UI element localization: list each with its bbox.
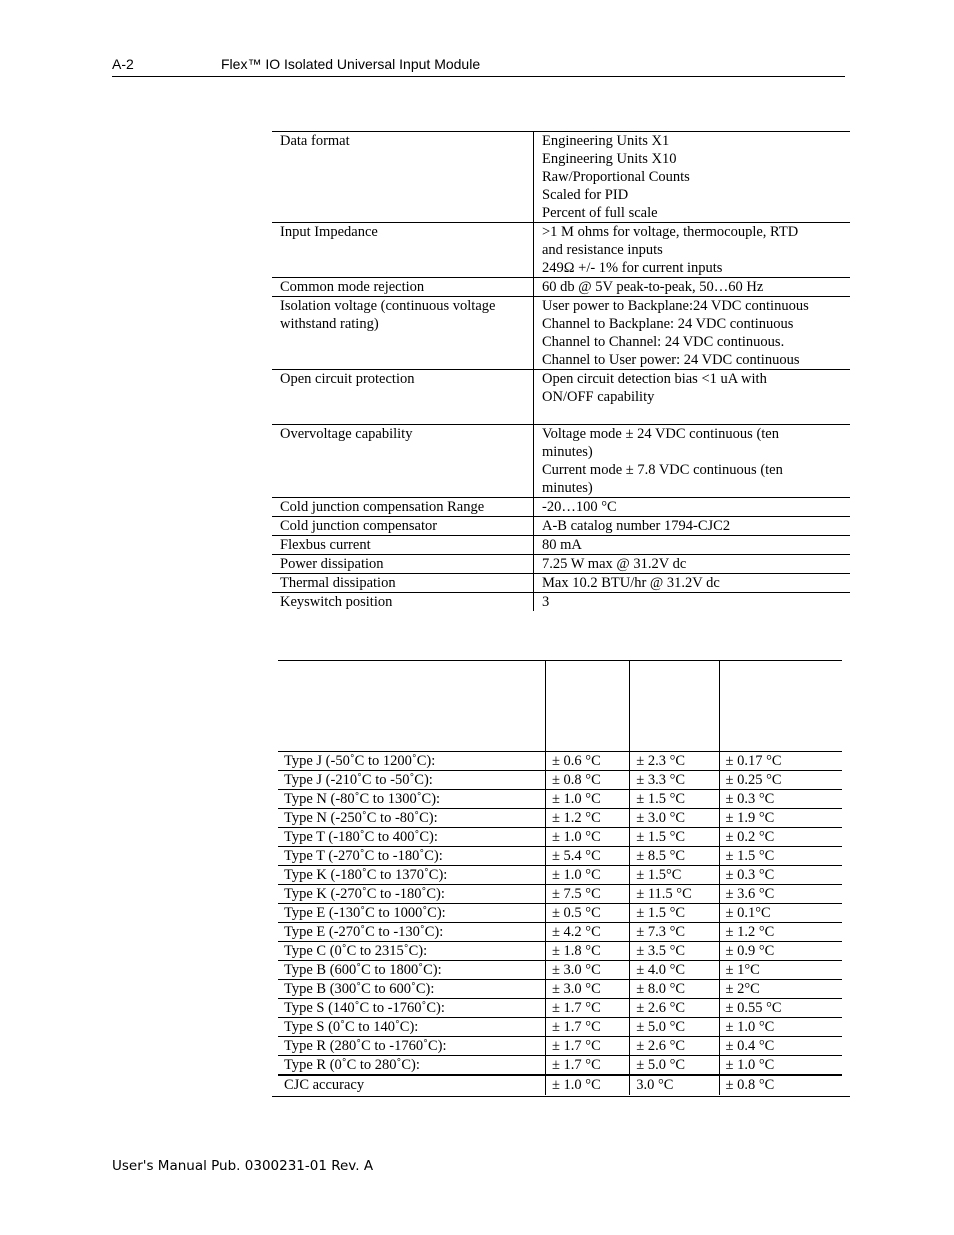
accuracy-row	[278, 942, 842, 961]
accuracy-value: ± 1.5°C	[630, 866, 719, 885]
accuracy-value: ± 8.5 °C	[630, 847, 719, 866]
accuracy-value: ± 1°C	[719, 961, 842, 980]
accuracy-row	[278, 866, 842, 885]
spec-label	[272, 555, 534, 574]
accuracy-value: ± 11.5 °C	[630, 885, 719, 904]
spec-value-line: 249Ω +/- 1% for current inputs	[542, 260, 723, 276]
spec-value-line: Channel to Channel: 24 VDC continuous.	[542, 334, 785, 350]
thermocouple-type: Type B (300˚C to 600˚C):	[284, 981, 435, 997]
thermocouple-type: CJC accuracy	[284, 1077, 365, 1093]
spec-label-line: Flexbus current	[280, 537, 371, 553]
spec-value-line: minutes)	[542, 444, 593, 460]
thermocouple-type: Type S (140˚C to -1760˚C):	[284, 1000, 445, 1016]
spec-label	[272, 278, 534, 297]
accuracy-value: ± 0.2 °C	[719, 828, 842, 847]
accuracy-row	[278, 980, 842, 999]
spec-label	[272, 574, 534, 593]
accuracy-value: ± 3.5 °C	[630, 942, 719, 961]
spec-label-line: Input Impedance	[280, 224, 378, 240]
accuracy-row	[278, 999, 842, 1018]
accuracy-row	[278, 923, 842, 942]
accuracy-value: ± 0.1°C	[719, 904, 842, 923]
thermocouple-type: Type T (-180˚C to 400˚C):	[284, 829, 438, 845]
accuracy-value: ± 5.4 °C	[545, 847, 629, 866]
spec-row	[272, 517, 850, 536]
spec-value-line: 60 db @ 5V peak-to-peak, 50…60 Hz	[542, 279, 764, 295]
spec-row	[272, 574, 850, 593]
spec-label	[272, 370, 534, 425]
spec-value	[534, 498, 851, 517]
spec-value-line: Percent of full scale	[542, 205, 658, 221]
accuracy-value: ± 1.7 °C	[545, 999, 629, 1018]
spec-value-line: minutes)	[542, 480, 593, 496]
thermocouple-type: Type E (-270˚C to -130˚C):	[284, 924, 444, 940]
spec-value-line: Voltage mode ± 24 VDC continuous (ten	[542, 426, 779, 442]
accuracy-value: ± 1.7 °C	[545, 1037, 629, 1056]
accuracy-value: ± 1.0 °C	[719, 1056, 842, 1076]
thermocouple-type: Type R (0˚C to 280˚C):	[284, 1057, 420, 1073]
spec-label-line: Common mode rejection	[280, 279, 425, 295]
accuracy-header-cell	[545, 661, 629, 752]
accuracy-row	[278, 1018, 842, 1037]
thermocouple-type: Type R (280˚C to -1760˚C):	[284, 1038, 447, 1054]
spec-value-line	[542, 406, 842, 424]
spec-label	[272, 593, 534, 612]
spec-value-line: ON/OFF capability	[542, 389, 655, 405]
spec-value-line: Max 10.2 BTU/hr @ 31.2V dc	[542, 575, 720, 591]
accuracy-value: ± 0.17 °C	[719, 752, 842, 771]
spec-label	[272, 132, 534, 223]
cjc-accuracy-row	[278, 1075, 842, 1095]
accuracy-value: ± 1.0 °C	[545, 1075, 629, 1095]
accuracy-value: ± 1.5 °C	[630, 790, 719, 809]
accuracy-value: ± 0.25 °C	[719, 771, 842, 790]
spec-label-line: Cold junction compensation Range	[280, 499, 485, 515]
accuracy-value: ± 4.2 °C	[545, 923, 629, 942]
spec-value-line: Engineering Units X1	[542, 133, 670, 149]
spec-row	[272, 555, 850, 574]
accuracy-value: ± 0.9 °C	[719, 942, 842, 961]
thermocouple-accuracy-table	[278, 660, 842, 1095]
spec-label	[272, 498, 534, 517]
spec-row	[272, 425, 850, 498]
spec-value-line: 7.25 W max @ 31.2V dc	[542, 556, 687, 572]
spec-row	[272, 593, 850, 612]
spec-label	[272, 425, 534, 498]
accuracy-header-row	[278, 661, 842, 752]
spec-value-line: Channel to Backplane: 24 VDC continuous	[542, 316, 794, 332]
spec-row	[272, 536, 850, 555]
spec-value	[534, 297, 851, 370]
spec-value	[534, 574, 851, 593]
spec-value-line: 80 mA	[542, 537, 582, 553]
spec-row	[272, 278, 850, 297]
spec-value-line: 3	[542, 594, 550, 610]
thermocouple-type: Type T (-270˚C to -180˚C):	[284, 848, 443, 864]
spec-value-line: and resistance inputs	[542, 242, 663, 258]
spec-row	[272, 498, 850, 517]
accuracy-value: ± 3.3 °C	[630, 771, 719, 790]
accuracy-row	[278, 885, 842, 904]
accuracy-value: ± 1.9 °C	[719, 809, 842, 828]
accuracy-value: ± 1.2 °C	[545, 809, 629, 828]
spec-row	[272, 297, 850, 370]
specifications-table	[272, 131, 850, 611]
spec-label-line: Data format	[280, 133, 350, 149]
spec-label-line: Power dissipation	[280, 556, 384, 572]
page-header	[112, 56, 845, 77]
spec-value-line: Channel to User power: 24 VDC continuous	[542, 352, 800, 368]
accuracy-row	[278, 961, 842, 980]
spec-label-line: Keyswitch position	[280, 594, 393, 610]
spec-value	[534, 517, 851, 536]
accuracy-row	[278, 771, 842, 790]
accuracy-value: ± 3.6 °C	[719, 885, 842, 904]
spec-row	[272, 132, 850, 223]
spec-value	[534, 370, 851, 425]
spec-value-line: Raw/Proportional Counts	[542, 169, 690, 185]
spec-value-line: Open circuit detection bias <1 uA with	[542, 371, 767, 387]
accuracy-value: ± 3.0 °C	[545, 980, 629, 999]
spec-label-line: withstand rating)	[280, 316, 379, 332]
thermocouple-type: Type E (-130˚C to 1000˚C):	[284, 905, 446, 921]
accuracy-value: ± 7.3 °C	[630, 923, 719, 942]
accuracy-value: ± 1.0 °C	[545, 866, 629, 885]
thermocouple-type: Type N (-250˚C to -80˚C):	[284, 810, 438, 826]
accuracy-value: ± 0.55 °C	[719, 999, 842, 1018]
accuracy-value: ± 0.8 °C	[545, 771, 629, 790]
accuracy-value: ± 1.7 °C	[545, 1018, 629, 1037]
accuracy-value: ± 0.8 °C	[719, 1075, 842, 1095]
spec-value-line: Engineering Units X10	[542, 151, 677, 167]
spec-value-line: User power to Backplane:24 VDC continuous	[542, 298, 809, 314]
accuracy-value: ± 2.6 °C	[630, 999, 719, 1018]
thermocouple-type: Type J (-210˚C to -50˚C):	[284, 772, 433, 788]
accuracy-value: ± 0.3 °C	[719, 866, 842, 885]
spec-label-line: Isolation voltage (continuous voltage	[280, 298, 496, 314]
accuracy-row	[278, 1037, 842, 1056]
accuracy-value: ± 1.5 °C	[630, 904, 719, 923]
accuracy-row	[278, 752, 842, 771]
accuracy-value: ± 7.5 °C	[545, 885, 629, 904]
spec-value	[534, 278, 851, 297]
accuracy-value: 3.0 °C	[630, 1075, 719, 1095]
accuracy-value: ± 0.5 °C	[545, 904, 629, 923]
accuracy-header-cell	[719, 661, 842, 752]
spec-row	[272, 223, 850, 278]
accuracy-value: ± 1.0 °C	[545, 828, 629, 847]
spec-label	[272, 223, 534, 278]
accuracy-value: ± 1.7 °C	[545, 1056, 629, 1076]
spec-value-line: -20…100 °C	[542, 499, 617, 515]
spec-value	[534, 425, 851, 498]
spec-value	[534, 555, 851, 574]
spec-value	[534, 223, 851, 278]
spec-label-line: Overvoltage capability	[280, 426, 413, 442]
accuracy-row	[278, 828, 842, 847]
header-title: Flex™ IO Isolated Universal Input Module	[221, 56, 481, 72]
spec-label-line: Open circuit protection	[280, 371, 415, 387]
accuracy-value: ± 1.2 °C	[719, 923, 842, 942]
accuracy-value: ± 1.5 °C	[719, 847, 842, 866]
thermocouple-type: Type K (-180˚C to 1370˚C):	[284, 867, 448, 883]
accuracy-value: ± 5.0 °C	[630, 1018, 719, 1037]
spec-value	[534, 132, 851, 223]
accuracy-table-bottom-rule	[272, 1096, 850, 1097]
accuracy-value: ± 2.6 °C	[630, 1037, 719, 1056]
accuracy-row	[278, 809, 842, 828]
spec-label	[272, 517, 534, 536]
accuracy-value: ± 4.0 °C	[630, 961, 719, 980]
spec-value-line: >1 M ohms for voltage, thermocouple, RTD	[542, 224, 799, 240]
accuracy-value: ± 2°C	[719, 980, 842, 999]
accuracy-header-cell	[278, 661, 545, 752]
accuracy-value: ± 0.4 °C	[719, 1037, 842, 1056]
accuracy-value: ± 5.0 °C	[630, 1056, 719, 1076]
accuracy-value: ± 1.0 °C	[719, 1018, 842, 1037]
spec-value-line: Scaled for PID	[542, 187, 629, 203]
thermocouple-type: Type B (600˚C to 1800˚C):	[284, 962, 442, 978]
thermocouple-type: Type S (0˚C to 140˚C):	[284, 1019, 419, 1035]
page-number: A-2	[112, 56, 134, 72]
spec-label-line: Cold junction compensator	[280, 518, 438, 534]
accuracy-row	[278, 904, 842, 923]
page-footer: User's Manual Pub. 0300231-01 Rev. A	[112, 1158, 374, 1174]
spec-label-line: Thermal dissipation	[280, 575, 396, 591]
thermocouple-type: Type K (-270˚C to -180˚C):	[284, 886, 445, 902]
spec-row	[272, 370, 850, 425]
accuracy-row	[278, 1056, 842, 1076]
spec-value	[534, 593, 851, 612]
accuracy-value: ± 8.0 °C	[630, 980, 719, 999]
accuracy-value: ± 1.8 °C	[545, 942, 629, 961]
thermocouple-type: Type C (0˚C to 2315˚C):	[284, 943, 428, 959]
spec-value	[534, 536, 851, 555]
accuracy-value: ± 0.3 °C	[719, 790, 842, 809]
accuracy-header-cell	[630, 661, 719, 752]
accuracy-value: ± 0.6 °C	[545, 752, 629, 771]
spec-label	[272, 297, 534, 370]
accuracy-row	[278, 790, 842, 809]
spec-label	[272, 536, 534, 555]
thermocouple-type: Type J (-50˚C to 1200˚C):	[284, 753, 436, 769]
accuracy-value: ± 1.0 °C	[545, 790, 629, 809]
spec-value-line: Current mode ± 7.8 VDC continuous (ten	[542, 462, 783, 478]
thermocouple-type: Type N (-80˚C to 1300˚C):	[284, 791, 441, 807]
spec-value-line: A-B catalog number 1794-CJC2	[542, 518, 731, 534]
accuracy-value: ± 1.5 °C	[630, 828, 719, 847]
accuracy-row	[278, 847, 842, 866]
accuracy-value: ± 3.0 °C	[545, 961, 629, 980]
accuracy-value: ± 3.0 °C	[630, 809, 719, 828]
accuracy-value: ± 2.3 °C	[630, 752, 719, 771]
